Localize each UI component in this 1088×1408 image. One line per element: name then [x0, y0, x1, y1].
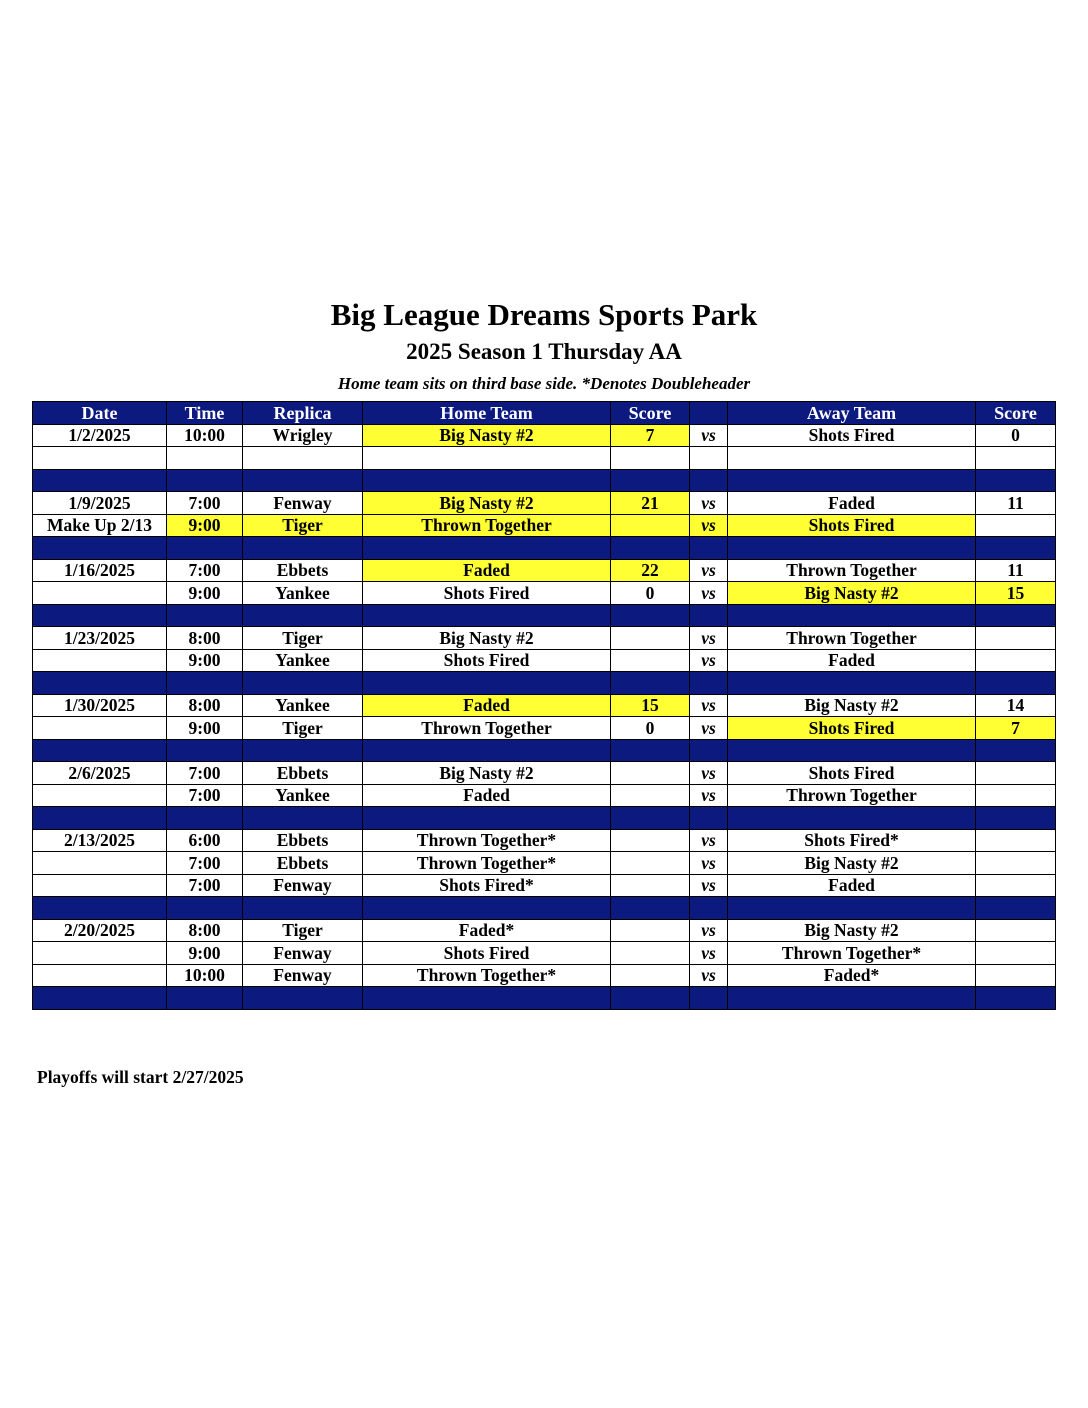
replica-cell — [243, 987, 363, 1010]
date-cell: 2/13/2025 — [33, 829, 167, 852]
away-score-cell — [976, 627, 1056, 650]
home-team-cell: Shots Fired — [363, 582, 611, 605]
game-row — [33, 514, 1056, 537]
game-row — [33, 919, 1056, 942]
vs-cell: vs — [690, 717, 728, 740]
home-score-cell — [611, 537, 690, 560]
away-score-cell — [976, 964, 1056, 987]
home-score-cell: 22 — [611, 559, 690, 582]
replica-cell: Yankee — [243, 649, 363, 672]
replica-cell: Tiger — [243, 717, 363, 740]
time-cell — [167, 987, 243, 1010]
time-cell — [167, 537, 243, 560]
away-team-cell: Thrown Together — [728, 559, 976, 582]
home-team-cell — [363, 739, 611, 762]
vs-cell — [690, 897, 728, 920]
home-team-cell: Thrown Together* — [363, 964, 611, 987]
col-vs-header — [690, 402, 728, 425]
home-team-cell: Faded — [363, 784, 611, 807]
home-score-cell — [611, 604, 690, 627]
date-cell — [33, 987, 167, 1010]
col-replica-header: Replica — [243, 402, 363, 425]
away-score-cell — [976, 807, 1056, 830]
game-row — [33, 492, 1056, 515]
replica-cell: Wrigley — [243, 424, 363, 447]
game-row — [33, 694, 1056, 717]
separator-row — [33, 672, 1056, 695]
vs-cell — [690, 469, 728, 492]
away-team-cell: Big Nasty #2 — [728, 582, 976, 605]
replica-cell: Yankee — [243, 694, 363, 717]
time-cell: 7:00 — [167, 852, 243, 875]
away-score-cell: 0 — [976, 424, 1056, 447]
vs-cell — [690, 807, 728, 830]
replica-cell — [243, 537, 363, 560]
vs-cell: vs — [690, 582, 728, 605]
away-team-cell — [728, 604, 976, 627]
home-team-cell — [363, 537, 611, 560]
home-score-cell — [611, 874, 690, 897]
replica-cell: Fenway — [243, 964, 363, 987]
vs-cell: vs — [690, 942, 728, 965]
home-team-cell: Faded — [363, 694, 611, 717]
away-score-cell — [976, 447, 1056, 470]
vs-cell: vs — [690, 514, 728, 537]
col-away-score-header: Score — [976, 402, 1056, 425]
away-team-cell: Shots Fired — [728, 717, 976, 740]
vs-cell: vs — [690, 694, 728, 717]
away-team-cell: Shots Fired — [728, 514, 976, 537]
game-row — [33, 874, 1056, 897]
home-team-cell: Thrown Together* — [363, 829, 611, 852]
time-cell — [167, 897, 243, 920]
home-score-cell — [611, 987, 690, 1010]
away-score-cell: 15 — [976, 582, 1056, 605]
vs-cell — [690, 739, 728, 762]
away-score-cell — [976, 919, 1056, 942]
date-cell: 1/30/2025 — [33, 694, 167, 717]
replica-cell: Tiger — [243, 514, 363, 537]
schedule-table — [32, 401, 1056, 1010]
replica-cell: Fenway — [243, 492, 363, 515]
replica-cell: Tiger — [243, 919, 363, 942]
separator-row — [33, 537, 1056, 560]
home-team-cell — [363, 469, 611, 492]
game-row — [33, 424, 1056, 447]
game-row — [33, 852, 1056, 875]
vs-cell: vs — [690, 964, 728, 987]
time-cell — [167, 807, 243, 830]
schedule-body — [33, 424, 1056, 1009]
away-score-cell — [976, 469, 1056, 492]
separator-row — [33, 807, 1056, 830]
date-cell — [33, 874, 167, 897]
time-cell: 7:00 — [167, 784, 243, 807]
away-score-cell — [976, 874, 1056, 897]
away-team-cell — [728, 469, 976, 492]
time-cell — [167, 469, 243, 492]
vs-cell: vs — [690, 762, 728, 785]
away-score-cell — [976, 897, 1056, 920]
home-team-cell: Big Nasty #2 — [363, 627, 611, 650]
playoffs-note: Playoffs will start 2/27/2025 — [37, 1067, 244, 1087]
date-cell — [33, 852, 167, 875]
date-cell: 1/23/2025 — [33, 627, 167, 650]
replica-cell — [243, 897, 363, 920]
home-score-cell — [611, 627, 690, 650]
time-cell — [167, 447, 243, 470]
replica-cell: Ebbets — [243, 852, 363, 875]
home-team-cell: Thrown Together* — [363, 852, 611, 875]
date-cell: 2/6/2025 — [33, 762, 167, 785]
home-team-cell — [363, 672, 611, 695]
date-cell — [33, 604, 167, 627]
away-score-cell — [976, 739, 1056, 762]
date-cell — [33, 964, 167, 987]
away-score-cell: 7 — [976, 717, 1056, 740]
separator-row — [33, 987, 1056, 1010]
home-team-cell: Shots Fired — [363, 649, 611, 672]
time-cell: 8:00 — [167, 919, 243, 942]
home-score-cell — [611, 897, 690, 920]
home-score-cell — [611, 649, 690, 672]
vs-cell: vs — [690, 424, 728, 447]
home-team-cell: Big Nasty #2 — [363, 424, 611, 447]
home-score-cell — [611, 672, 690, 695]
replica-cell — [243, 739, 363, 762]
vs-cell: vs — [690, 874, 728, 897]
date-cell — [33, 897, 167, 920]
home-team-cell: Shots Fired* — [363, 874, 611, 897]
away-team-cell: Big Nasty #2 — [728, 694, 976, 717]
date-cell: 1/9/2025 — [33, 492, 167, 515]
home-score-cell: 21 — [611, 492, 690, 515]
away-team-cell — [728, 807, 976, 830]
time-cell: 7:00 — [167, 492, 243, 515]
game-row — [33, 784, 1056, 807]
date-cell — [33, 469, 167, 492]
home-team-cell: Thrown Together — [363, 514, 611, 537]
time-cell: 8:00 — [167, 694, 243, 717]
home-team-cell: Big Nasty #2 — [363, 492, 611, 515]
game-row — [33, 649, 1056, 672]
game-row — [33, 762, 1056, 785]
game-row — [33, 942, 1056, 965]
replica-cell: Ebbets — [243, 559, 363, 582]
page-title: Big League Dreams Sports Park — [330, 297, 758, 332]
schedule-note: Home team sits on third base side. *Denotes Doubleheader — [337, 374, 751, 393]
time-cell: 7:00 — [167, 874, 243, 897]
home-score-cell — [611, 964, 690, 987]
away-team-cell: Faded — [728, 874, 976, 897]
away-score-cell — [976, 784, 1056, 807]
away-score-cell: 11 — [976, 559, 1056, 582]
date-cell — [33, 672, 167, 695]
away-team-cell: Faded — [728, 649, 976, 672]
home-team-cell — [363, 987, 611, 1010]
game-row — [33, 717, 1056, 740]
date-cell — [33, 807, 167, 830]
time-cell: 7:00 — [167, 762, 243, 785]
home-score-cell — [611, 447, 690, 470]
home-score-cell: 0 — [611, 717, 690, 740]
vs-cell — [690, 537, 728, 560]
home-team-cell — [363, 447, 611, 470]
away-team-cell — [728, 447, 976, 470]
home-score-cell — [611, 739, 690, 762]
time-cell: 9:00 — [167, 717, 243, 740]
away-team-cell: Big Nasty #2 — [728, 852, 976, 875]
home-score-cell — [611, 919, 690, 942]
replica-cell: Yankee — [243, 582, 363, 605]
time-cell: 9:00 — [167, 514, 243, 537]
col-time-header: Time — [167, 402, 243, 425]
away-team-cell — [728, 739, 976, 762]
home-score-cell — [611, 514, 690, 537]
home-score-cell — [611, 942, 690, 965]
separator-row — [33, 739, 1056, 762]
col-date-header: Date — [33, 402, 167, 425]
game-row — [33, 964, 1056, 987]
vs-cell: vs — [690, 492, 728, 515]
blank-row — [33, 447, 1056, 470]
page-subtitle: 2025 Season 1 Thursday AA — [406, 339, 682, 364]
date-cell: 1/16/2025 — [33, 559, 167, 582]
separator-row — [33, 604, 1056, 627]
date-cell: 1/2/2025 — [33, 424, 167, 447]
time-cell — [167, 739, 243, 762]
away-team-cell: Big Nasty #2 — [728, 919, 976, 942]
vs-cell: vs — [690, 627, 728, 650]
home-score-cell — [611, 762, 690, 785]
away-score-cell — [976, 537, 1056, 560]
away-score-cell — [976, 762, 1056, 785]
time-cell: 6:00 — [167, 829, 243, 852]
home-score-cell: 7 — [611, 424, 690, 447]
away-team-cell: Thrown Together — [728, 627, 976, 650]
vs-cell: vs — [690, 784, 728, 807]
away-score-cell — [976, 604, 1056, 627]
away-score-cell — [976, 852, 1056, 875]
replica-cell: Ebbets — [243, 829, 363, 852]
time-cell: 10:00 — [167, 424, 243, 447]
home-score-cell — [611, 807, 690, 830]
replica-cell — [243, 469, 363, 492]
replica-cell — [243, 807, 363, 830]
time-cell — [167, 604, 243, 627]
home-score-cell: 15 — [611, 694, 690, 717]
away-score-cell — [976, 649, 1056, 672]
col-home-team-header: Home Team — [363, 402, 611, 425]
date-cell — [33, 649, 167, 672]
home-team-cell: Big Nasty #2 — [363, 762, 611, 785]
replica-cell — [243, 447, 363, 470]
replica-cell — [243, 604, 363, 627]
date-cell — [33, 447, 167, 470]
away-team-cell — [728, 672, 976, 695]
away-score-cell: 11 — [976, 492, 1056, 515]
away-score-cell — [976, 514, 1056, 537]
away-team-cell — [728, 897, 976, 920]
away-team-cell: Shots Fired — [728, 424, 976, 447]
game-row — [33, 627, 1056, 650]
time-cell: 8:00 — [167, 627, 243, 650]
time-cell — [167, 672, 243, 695]
date-cell — [33, 784, 167, 807]
replica-cell: Fenway — [243, 874, 363, 897]
time-cell: 9:00 — [167, 942, 243, 965]
away-score-cell: 14 — [976, 694, 1056, 717]
home-score-cell — [611, 469, 690, 492]
away-score-cell — [976, 942, 1056, 965]
home-team-cell — [363, 604, 611, 627]
vs-cell: vs — [690, 852, 728, 875]
replica-cell: Ebbets — [243, 762, 363, 785]
vs-cell — [690, 447, 728, 470]
away-team-cell: Shots Fired — [728, 762, 976, 785]
away-score-cell — [976, 672, 1056, 695]
vs-cell: vs — [690, 829, 728, 852]
away-team-cell: Thrown Together* — [728, 942, 976, 965]
home-score-cell — [611, 829, 690, 852]
vs-cell: vs — [690, 649, 728, 672]
date-cell — [33, 537, 167, 560]
away-team-cell — [728, 987, 976, 1010]
vs-cell — [690, 672, 728, 695]
header-row — [33, 402, 1056, 425]
separator-row — [33, 469, 1056, 492]
date-cell — [33, 942, 167, 965]
time-cell: 7:00 — [167, 559, 243, 582]
away-team-cell — [728, 537, 976, 560]
game-row — [33, 829, 1056, 852]
vs-cell: vs — [690, 919, 728, 942]
vs-cell: vs — [690, 559, 728, 582]
date-cell: Make Up 2/13 — [33, 514, 167, 537]
replica-cell: Yankee — [243, 784, 363, 807]
away-team-cell: Faded* — [728, 964, 976, 987]
away-team-cell: Shots Fired* — [728, 829, 976, 852]
home-score-cell — [611, 784, 690, 807]
date-cell: 2/20/2025 — [33, 919, 167, 942]
time-cell: 10:00 — [167, 964, 243, 987]
replica-cell: Tiger — [243, 627, 363, 650]
home-score-cell — [611, 852, 690, 875]
home-team-cell: Shots Fired — [363, 942, 611, 965]
date-cell — [33, 717, 167, 740]
away-team-cell: Thrown Together — [728, 784, 976, 807]
home-team-cell — [363, 897, 611, 920]
away-score-cell — [976, 829, 1056, 852]
home-score-cell: 0 — [611, 582, 690, 605]
separator-row — [33, 897, 1056, 920]
home-team-cell — [363, 807, 611, 830]
date-cell — [33, 739, 167, 762]
away-team-cell: Faded — [728, 492, 976, 515]
replica-cell — [243, 672, 363, 695]
replica-cell: Fenway — [243, 942, 363, 965]
vs-cell — [690, 987, 728, 1010]
vs-cell — [690, 604, 728, 627]
date-cell — [33, 582, 167, 605]
game-row — [33, 582, 1056, 605]
time-cell: 9:00 — [167, 582, 243, 605]
col-home-score-header: Score — [611, 402, 690, 425]
home-team-cell: Thrown Together — [363, 717, 611, 740]
home-team-cell: Faded* — [363, 919, 611, 942]
time-cell: 9:00 — [167, 649, 243, 672]
game-row — [33, 559, 1056, 582]
home-team-cell: Faded — [363, 559, 611, 582]
col-away-team-header: Away Team — [728, 402, 976, 425]
away-score-cell — [976, 987, 1056, 1010]
